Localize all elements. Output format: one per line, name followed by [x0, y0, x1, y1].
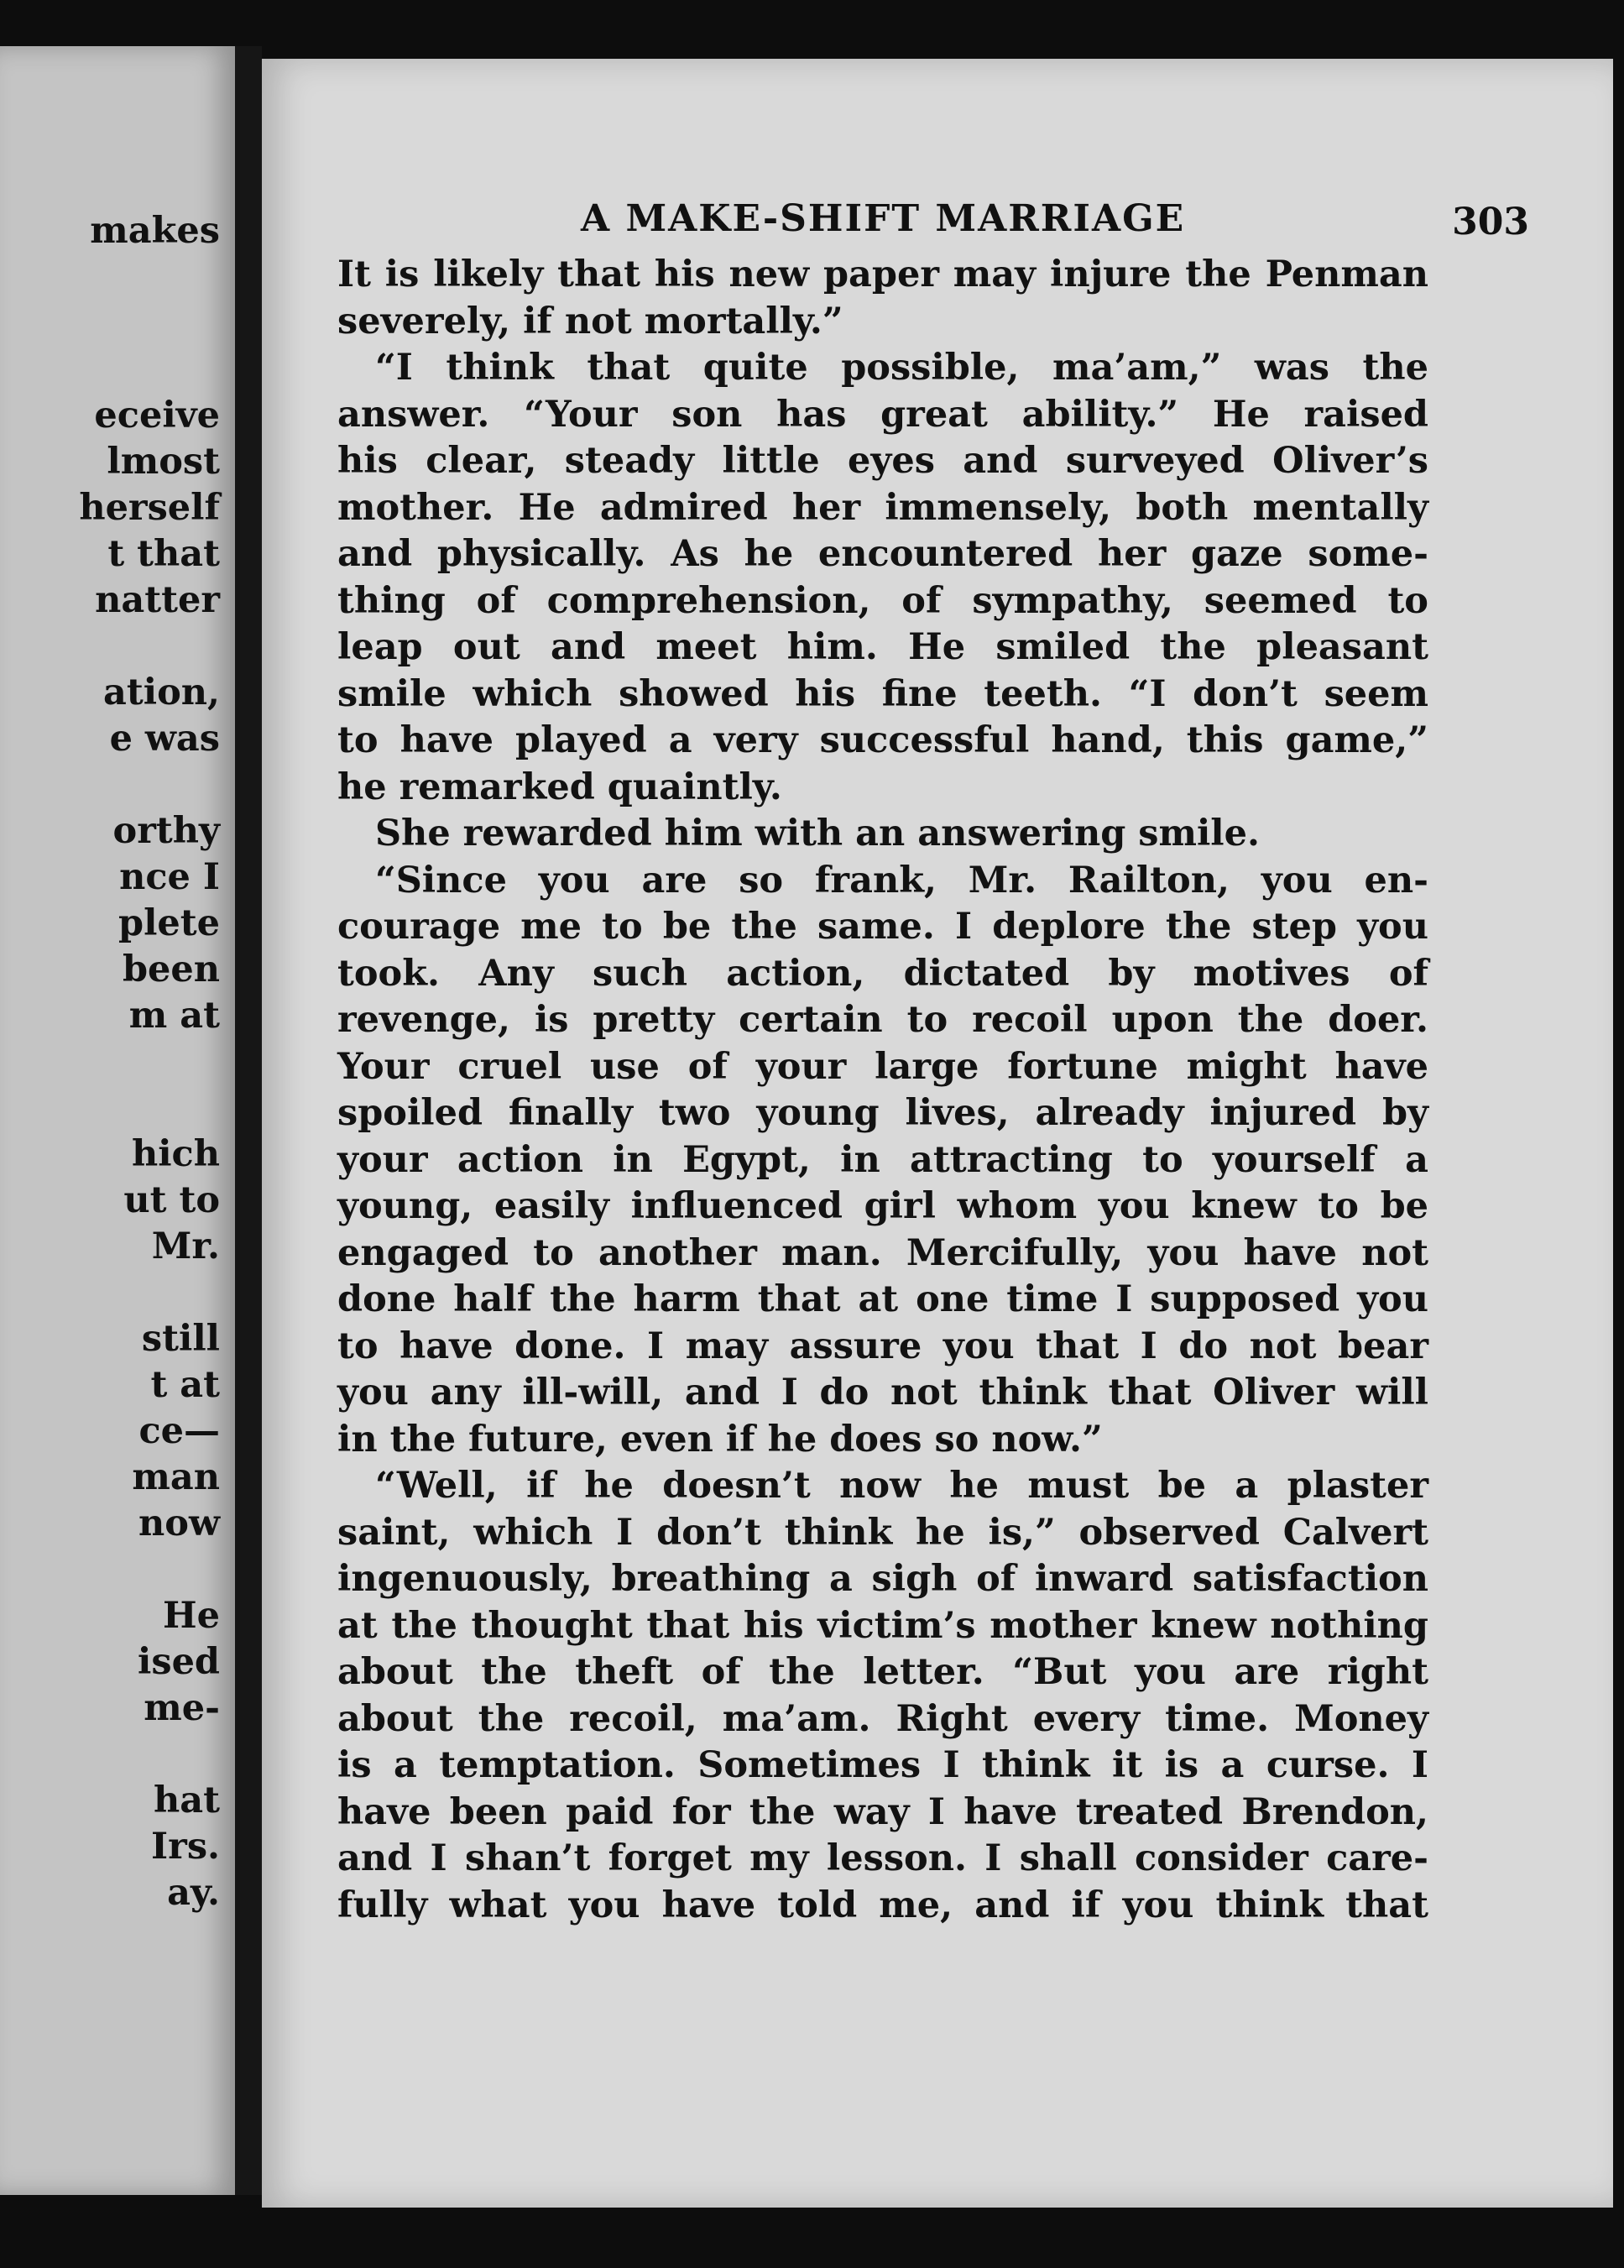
text-line: took. Any such action, dictated by motives of — [337, 952, 1428, 995]
facing-page-fragment: lmost — [107, 441, 220, 483]
facing-page-fragment: makes — [90, 210, 220, 252]
text-line: ingenuously, breathing a sigh of inward satisfaction — [337, 1558, 1428, 1600]
text-line: to have done. I may assure you that I do not bear — [337, 1325, 1428, 1367]
body-text — [337, 252, 1428, 1929]
facing-page-fragment: hat — [154, 1779, 220, 1821]
text-line: your action in Egypt, in attracting to yourself a — [337, 1138, 1428, 1181]
text-line: “I think that quite possible, ma’am,” was the — [375, 347, 1428, 389]
text-line: Your cruel use of your large fortune might have — [337, 1045, 1428, 1088]
book-page — [262, 59, 1613, 2208]
facing-page-fragment: ay. — [167, 1872, 220, 1914]
text-line: is a temptation. Sometimes I think it is a curse. I — [337, 1744, 1428, 1786]
text-line: smile which showed his fine teeth. “I don’t seem — [337, 672, 1428, 715]
text-line: done half the harm that at one time I supposed you — [337, 1278, 1428, 1320]
facing-page-fragment: ation, — [103, 672, 220, 713]
facing-page-fragment: orthy — [112, 810, 220, 852]
facing-page-fragment: Irs. — [151, 1826, 220, 1868]
text-line: about the recoil, ma’am. Right every time. Money — [337, 1697, 1428, 1740]
facing-page-fragment: been — [122, 948, 220, 990]
text-line: fully what you have told me, and if you think that — [337, 1884, 1428, 1926]
text-line: engaged to another man. Mercifully, you have not — [337, 1231, 1428, 1274]
facing-page-fragment: t at — [150, 1364, 220, 1406]
text-line: saint, which I don’t think he is,” observed Calvert — [337, 1511, 1428, 1554]
facing-page-fragment: He — [163, 1595, 220, 1637]
text-line: courage me to be the same. I deplore the step you — [337, 906, 1428, 948]
facing-page-fragment: nce I — [119, 856, 220, 898]
facing-page-fragment: still — [141, 1318, 220, 1360]
page-gutter — [235, 46, 262, 2195]
facing-page-fragment: plete — [118, 902, 220, 944]
facing-page-fragment: eceive — [94, 395, 220, 436]
text-line: It is likely that his new paper may injure the Penman — [337, 253, 1428, 295]
text-line: his clear, steady little eyes and surveyed Oliver’s — [337, 440, 1428, 482]
text-line: to have played a very successful hand, this game,” — [337, 719, 1428, 761]
text-line: leap out and meet him. He smiled the pleasant — [337, 626, 1428, 668]
facing-page-fragment: ised — [138, 1641, 220, 1683]
facing-page-fragment: Mr. — [151, 1225, 220, 1267]
text-line: “Well, if he doesn’t now he must be a plaster — [375, 1465, 1428, 1507]
text-line: mother. He admired her immensely, both mentally — [337, 486, 1428, 529]
text-line: She rewarded him with an answering smile. — [375, 813, 1260, 854]
page-number: 303 — [1452, 201, 1529, 243]
facing-page-fragment: now — [138, 1502, 220, 1544]
facing-page-fragment: herself — [79, 487, 220, 529]
text-line: and I shan’t forget my lesson. I shall consider care- — [337, 1837, 1428, 1879]
text-line: young, easily influenced girl whom you knew to be — [337, 1185, 1428, 1227]
text-line: he remarked quaintly. — [337, 766, 782, 808]
facing-page — [0, 46, 235, 2195]
running-title: A MAKE-SHIFT MARRIAGE — [581, 197, 1186, 240]
text-line: revenge, is pretty certain to recoil upon the doer. — [337, 999, 1428, 1041]
text-line: and physically. As he encountered her gaze some- — [337, 533, 1428, 575]
facing-page-fragment: natter — [95, 579, 220, 621]
facing-page-fragment: e was — [109, 718, 220, 760]
facing-page-fragment: ut to — [123, 1179, 220, 1221]
text-line: about the theft of the letter. “But you are right — [337, 1651, 1428, 1693]
text-line: thing of comprehension, of sympathy, seemed to — [337, 579, 1428, 622]
facing-page-fragment: t that — [107, 533, 220, 575]
facing-page-fragment: man — [132, 1456, 220, 1498]
text-line: you any ill-will, and I do not think that Oliver will — [337, 1372, 1428, 1414]
running-head — [581, 197, 1580, 256]
facing-page-fragment: m at — [128, 995, 220, 1037]
facing-page-fragment: hich — [131, 1133, 220, 1175]
facing-page-fragment: me- — [144, 1687, 220, 1729]
text-line: have been paid for the way I have treated Brendon, — [337, 1790, 1428, 1833]
text-line: at the thought that his victim’s mother knew nothing — [337, 1604, 1428, 1647]
facing-page-fragment: ce— — [138, 1410, 220, 1452]
text-line: “Since you are so frank, Mr. Railton, you en- — [375, 859, 1428, 901]
text-line: in the future, even if he does so now.” — [337, 1418, 1103, 1461]
text-line: spoiled finally two young lives, already injured by — [337, 1092, 1428, 1134]
text-line: severely, if not mortally.” — [337, 300, 843, 342]
text-line: answer. “Your son has great ability.” He raised — [337, 393, 1428, 436]
